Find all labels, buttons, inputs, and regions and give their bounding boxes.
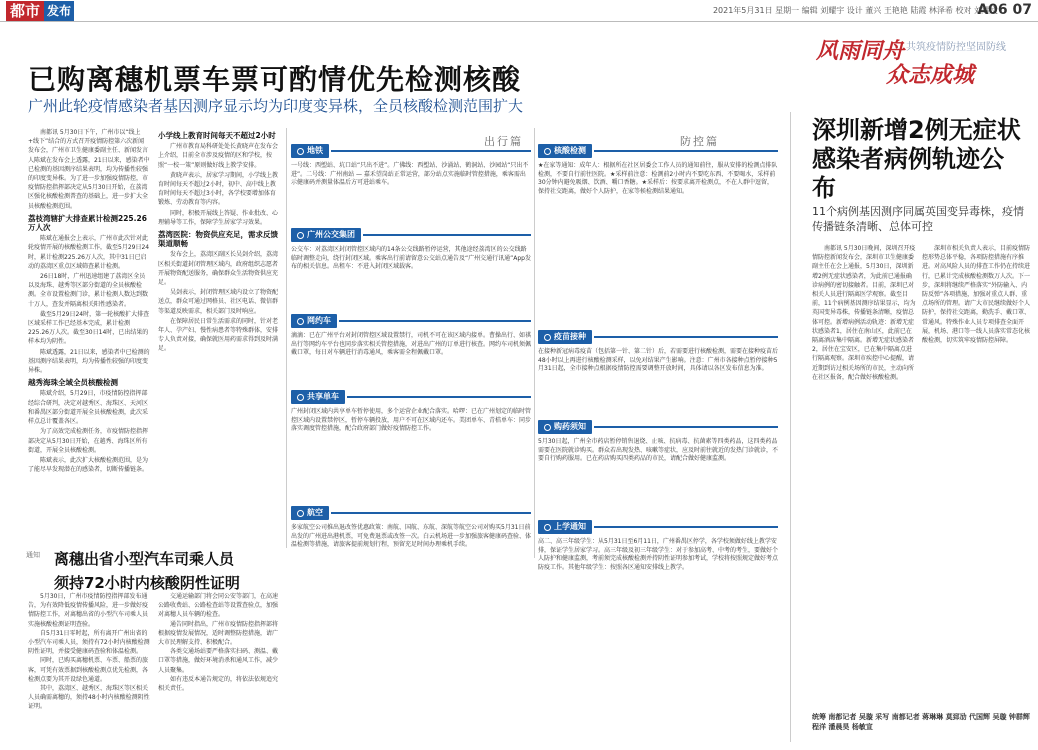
logo-line1: 风雨同舟 [816,38,905,64]
section-heading: 越秀海珠全域全员核酸检测 [28,378,118,388]
category-text: 5月30日起，广州全市药店暂停销售退烧、止咳、抗病毒、抗菌素等四类药品，这四类药品需要在医院就诊购买。群众若出现发热、咳嗽等症状，应及时前往就近的发热门诊就诊，不要自行购药服用。已在药店购买四类药品的市民，请配合做好健康监测。 [538,438,778,462]
right-article-column-1 [812,244,916,704]
category-text: ★在家等通知：成年人：根据所在社区居委会工作人员的通知前往，服从安排的检测点排队检测，不要自行前往医院。★采样前注意：检测前2小时内不要吃东西、不要喝水，采样前30分钟内避免吸烟、饮酒、嚼口香糖。★采样后：按要求离开检测点，不在人群中逗留，保持社交距离，做好个人防护，在家等候检测结果通知。 [538,162,778,195]
category-tab [538,420,592,434]
campaign-logo [796,30,1032,86]
column-divider [286,128,287,548]
category-text: 多家航空公司推出退改签优惠政策：南航、国航、东航、深航等航空公司对购买5月31日前出发的广州进出港机票，可免费退票或改签一次。白云机场进一步加强旅客健康码查验、体温检测等措施，请旅客提前规划行程，预留充足时间办理乘机手续。 [291,524,531,548]
right-article-subtitle: 11个病例基因测序同属英国变异毒株，疫情传播链条清晰、总体可控 [812,205,1024,233]
article-paragraph: 自5月31日零时起，所有离开广州出省的小型汽车司乘人员，须持有72小时内核酸检测阴性证明，并接受健康码查验和体温检测。 [28,629,150,656]
section-label-travel: 出行篇 [484,135,523,148]
bottom-article-title [28,548,286,593]
column-divider [534,128,535,558]
bike-icon [297,394,304,401]
byline-credits: 统筹 南都记者 吴璇 采写 南都记者 蒋琳琳 莫郅劢 代国辉 吴璇 钟群辉 程洋 潘晨昊 杨敏宣 [812,713,1030,731]
article-paragraph: 黄晓声表示，居家学习期间，小学线上教育时间每天不超过2小时，初中、高中线上教育时间每天不超过3小时，各学校要增加体育锻炼、劳动教育等内容。 [158,171,279,207]
article-paragraph: 其中，荔湾区、越秀区、海珠区等区相关人员确需离穗的，须持48小时内核酸检测阴性证明。 [28,685,150,711]
article-paragraph: 发布会上，荔湾区副区长吴剑介绍，荔湾区相关街道封闭管理区域内，政府组织志愿者开展物资配送服务，确保群众生活物资供应充足。 [158,251,279,287]
issue-info: 2021年5月31日 星期一 编辑 刘耀宇 设计 董兴 王艳艳 陆霞 林泽希 校对 刘耀文 [712,6,998,15]
logo-slogan: 共筑疫情防控坚固防线 [906,42,1006,53]
category-tab [291,228,361,242]
sub-headline: 广州此轮疫情感染者基因测序显示均为印度变异株，全员核酸检测范围扩大 [28,97,524,115]
category-rule [331,512,531,514]
category-school [538,519,778,709]
section-label-prevention: 防控篇 [680,135,719,148]
page-number: A06 07 [977,2,1032,18]
logo-line2: 众志成城 [886,62,975,88]
category-label: 购药须知 [554,422,586,431]
masthead [0,0,1038,22]
main-headline: 已购离穗机票车票可酌情优先检测核酸 [28,63,522,96]
car-icon [297,318,304,325]
category-aviation [291,505,531,563]
category-nucleic-test [538,143,778,303]
section-heading: 荔枝湾辖扩大排查累计检测225.26万人次 [28,213,147,233]
plane-icon [297,510,304,517]
section-subname: 发布 [44,1,74,21]
bottom-article-column-2 [158,592,282,742]
category-rule [339,320,531,322]
category-label: 广州公交集团 [307,230,355,239]
right-article-title: 深圳新增2例无症状感染者病例轨迹公布 [812,116,1021,202]
category-tab [291,390,345,404]
category-text: 在接种新冠病毒疫苗（包括第一针、第二针）后，若需要进行核酸检测，需要在接种疫苗后48小时以上再进行核酸检测采样，以免对结果产生影响。注意：广州市各接种点暂停接种5月31日起，全市接种点根据疫情防控需要调整开放时间，具体请以各区发布信息为准。 [538,348,778,372]
category-tab [538,520,592,534]
category-vaccination [538,329,778,405]
category-pharmacy [538,419,778,495]
article-paragraph: 同时，已购买离穗机票、车票、船票的旅客，可凭有效票据到核酸检测点优先检测，各检测点要为其开设绿色通道。 [28,657,149,683]
category-rule [331,150,531,152]
category-tab [291,314,337,328]
article-paragraph: 南都讯 5月30日晚间，深圳召开疫情防控新闻发布会，深圳市卫生健康委副主任在会上通报，5月30日，深圳新增2例无症状感染者，为此前已通报确诊病例的密切接触者。目前，深圳已对相关人员进行隔离医学观察。截至目前，11个病例基因测序结果显示，均为英国变异毒株，传播链条清晰，疫情总体可控。新增病例活动轨迹：新增无症状感染者1，居住在南山区，此前已在隔离酒店集中隔离。新增无症状感染者2，居住在宝安区，已在集中隔离点进行隔离观察。深圳市疾控中心提醒，请近期到访过相关场所的市民，主动向所在社区报备，配合做好核酸检测。 [812,245,916,381]
category-label: 核酸检测 [554,146,586,155]
category-tab [538,144,592,158]
category-label: 网约车 [307,316,331,325]
travel-panel [291,143,531,563]
category-bus [291,227,531,313]
article-paragraph: 陈斌透露，21日以来，感染者中已检测的基因测序结果表明，均为传播性较强的印度变异株。 [28,348,150,375]
category-text: 一号线：西塱站、坑口站“只出不进”。广佛线：西塱站、沙涌站、鹤洞站、沙园站“只出不进”。二号线：广州南站 — 嘉禾望岗站正常运营，部分站点实施临时管控措施，乘客需出示健康码并测量体温后方可进站乘车。 [291,162,529,186]
article-paragraph: 陈斌介绍，5月29日，市疫情防控指挥部经综合研判，决定对越秀区、海珠区、天河区和番禺区部分街道开展全员核酸检测，此次采样点总计覆盖各区。 [28,390,149,426]
bottom-article-column-1 [28,592,152,742]
syringe-icon [544,334,551,341]
article-paragraph: 截至5月29日24时，第一轮核酸扩大排查区域采样工作已经基本完成，累计检测225.26万人次。截至30日14时，已出结果的样本均为阴性。 [28,310,150,346]
pill-icon [544,424,551,431]
article-paragraph: 通告同时指出，广州市疫情防控指挥部将根据疫情发展情况，适时调整防控措施，请广大市民理解支持、积极配合。 [158,620,279,647]
bottom-title-line1: 离穗出省小型汽车司乘人员 [54,550,235,568]
article-lead: 南都讯 5月30日下午，广州市以“线上+线下”结合的方式召开疫情防控第六次新闻发布会，广州市卫生健康委副主任、新闻发言人陈斌在发布会上透露，21日以来，感染者中已检测的基因测序结果表明，均为传播性较强的印度变异株。为了进一步加强疫情防控，市疫情防控指挥部决定从5月30日开始，在荔湾区强化核酸检测普查的基础上，进一步扩大全员核酸检测范围。 [28,129,150,210]
notice-tag: 通知 [26,551,40,559]
metro-icon [297,148,304,155]
category-label: 航空 [307,508,323,517]
category-text: 广州封闭区域内共享单车暂停使用，多个运营企业配合落实。哈啰：已在广州划定的临时管控区域内设置禁停区，暂停车辆投放，用户不可在区域内还车。美团单车、青桔单车：同步落实调度管控措施，配合政府部门做好疫情防控工作。 [291,408,531,432]
category-label: 疫苗接种 [554,332,586,341]
bus-icon [297,232,304,239]
article-paragraph: 吴剑表示，封闭管理区域内设立了物资配送点，群众可通过网格员、社区电话、微信群等渠道反映需求，相关部门及时响应。 [158,289,279,315]
article-column-1 [28,128,150,538]
column-divider [790,112,791,742]
category-ride-hailing [291,313,531,397]
article-paragraph: 在保障居民日常生活需求的同时，针对老年人、孕产妇、慢性病患者等特殊群体，安排专人负责对接，确保就医用药需求得到及时满足。 [158,317,279,353]
article-paragraph: 如有违反本通告规定的，将依法依规追究相关责任。 [158,675,279,693]
category-tab [291,506,329,520]
article-paragraph: 5月30日，广州市疫情防控指挥部发布通告，为有效降低疫情传播风险，进一步做好疫情防控工作，对离穗出省的小型汽车司乘人员实施核酸检测证明查验。 [28,593,149,628]
category-bike-share [291,389,531,473]
article-paragraph: 各类交通场站要严格落实扫码、测温、戴口罩等措施，做好环境消杀和通风工作，减少人员聚集。 [158,648,279,674]
category-label: 共享单车 [307,392,339,401]
article-paragraph: 为了高效完成检测任务，市疫情防控指挥部决定从5月30日开始，在越秀、海珠区所有街道，开展全员核酸检测。 [28,428,149,454]
category-rule [594,150,778,152]
article-paragraph: 26日18时，广州迅速组建了荔湾区全员以及海珠、越秀等区部分街道的全员核酸检测。全市设置检测门诊，累计检测人数达到数十万人，查发并隔离相关阳性感染者。 [28,273,149,308]
article-column-2 [158,128,280,538]
bottom-title-line2: 须持72小时内核酸阴性证明 [54,574,240,592]
category-text: 高二、高三年级学生：从5月31日至6月11日，广州番禺区停学，各学校须做好线上教学安排，保证学生居家学习。高三年级及初三年级学生：对于参加高考、中考的考生，要做好个人防护和健康监测，考前须完成核酸检测并持阴性证明参加考试，学校将按照规定做好考点防疫工作。其他年级学生：按照各区通知安排线上教学。 [538,538,778,571]
test-tube-icon [544,148,551,155]
category-rule [594,426,778,428]
article-paragraph: 深圳市相关负责人表示，目前疫情防控形势总体平稳，各项防控措施有序推进。对高风险人员的排查工作仍在持续进行，已累计完成核酸检测数万人次。下一步，深圳将继续严格落实“外防输入、内防反弹”各项措施，加强对重点人群、重点场所的管理。请广大市民继续做好个人防护，保持社交距离，勤洗手、戴口罩、常通风。特殊作业人员专项排查全面开展，机场、港口等一线人员落实常态化核酸检测，切实筑牢疫情防控屏障。 [922,245,1030,345]
category-tab [538,330,592,344]
category-text: 滴滴：已在广州平台对封闭管控区域设置禁行，司机不可在该区域内接单。曹操出行、如祺出行等网约车平台也同步落实相关管控措施，对进出广州的订单进行核查。网约车司机须佩戴口罩，每日对车辆进行消毒通风，乘客需全程佩戴口罩。 [291,332,531,356]
section-heading: 小学线上教育时间每天不超过2小时 [158,131,276,140]
article-paragraph: 交通运输部门将会同公安等部门，在高速公路收费站、公路检查站等设置查验点，加强对离穗人员车辆的检查。 [158,593,279,619]
section-heading: 荔湾医院：物资供应充足，需求反馈渠道顺畅 [158,230,278,249]
category-tab [291,144,329,158]
article-paragraph: 同时，积极开展线上答疑、作业批改、心理辅导等工作，保障学生居家学习效果。 [158,209,279,226]
article-paragraph: 陈斌在通报会上表示，广州市此次针对此轮疫情开展的核酸检测工作，截至5月29日24时，累计检测225.26万人次，其中31日已启动的荔湾区重点区域筛查累计检测。 [28,235,150,270]
category-rule [363,234,531,236]
section-logo [6,1,74,21]
article-paragraph: 陈斌表示，此次扩大核酸检测范围，是为了能尽早发现潜在的感染者，切断传播链条。 [28,456,149,474]
category-rule [347,396,531,398]
right-article-column-2 [922,244,1030,704]
category-rule [594,526,778,528]
prevention-panel [538,143,778,571]
category-text: 公交车：对荔湾区封闭管控区域内的14条公交线路暂停运营，其他途经荔湾区的公交线路临时调整走向，绕行封闭区域。乘客出行前请留意公交站点通告及“广州交通行讯通”App发布的相关信息。出租车：不进入封闭区域载客。 [291,246,531,270]
category-metro [291,143,531,219]
section-name: 都市 [6,1,44,21]
school-icon [544,524,551,531]
category-label: 上学通知 [554,522,586,531]
article-paragraph: 广州市教育局科研处处长黄晓声在发布会上介绍，目前全市涉及疫情的区和学校，按照“一校一策”原则做好线上教学安排。 [158,143,279,169]
category-rule [594,336,778,338]
category-label: 地铁 [307,146,323,155]
